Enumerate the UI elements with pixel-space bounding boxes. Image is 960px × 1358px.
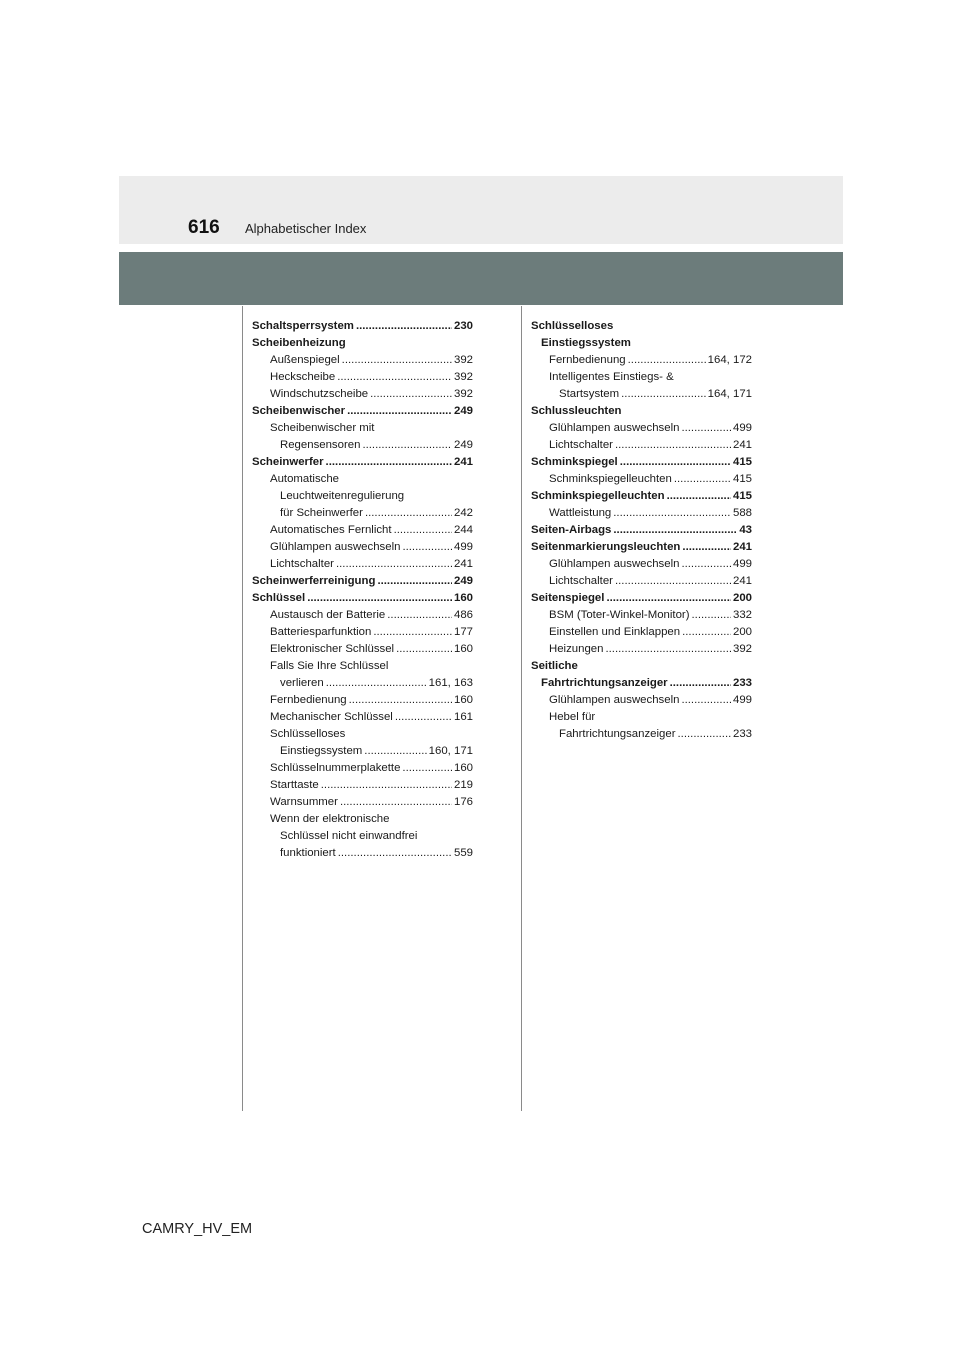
page-reference: 241 [732,439,752,451]
dot-leader [667,488,731,505]
index-entry [252,539,473,556]
index-column-1 [252,318,473,862]
entry-label: Lichtschalter [549,439,613,451]
dot-leader [682,624,731,641]
dot-leader [342,352,452,369]
entry-label: Intelligentes Einstiegs- & [549,371,674,383]
entry-label: Seitliche [531,660,578,672]
index-entry [531,556,752,573]
page-reference: 499 [732,422,752,434]
dot-leader [402,539,452,556]
index-entry [252,641,473,658]
entry-label: Scheinwerferreinigung [252,575,376,587]
page-reference: 176 [453,796,473,808]
entry-label: Schminkspiegelleuchten [531,490,665,502]
entry-label: Fernbedienung [270,694,347,706]
dot-leader [670,675,731,692]
dot-leader [682,539,731,556]
entry-label: Heckscheibe [270,371,336,383]
index-entry [252,471,473,488]
index-entry [252,777,473,794]
index-heading [531,590,752,607]
dot-leader [356,318,452,335]
dot-leader [606,590,731,607]
page-reference: 392 [453,371,473,383]
index-heading [252,454,473,471]
dot-leader [373,624,452,641]
index-entry [531,471,752,488]
dot-leader [364,743,426,760]
entry-label: Scheibenwischer mit [270,422,375,434]
index-entry [252,845,473,862]
dot-leader [377,573,452,590]
index-entry [531,420,752,437]
index-entry [531,726,752,743]
entry-label: Leuchtweitenregulierung [280,490,405,502]
index-entry [252,556,473,573]
entry-label: Lichtschalter [270,558,334,570]
dot-leader [621,386,706,403]
entry-label: Einstellen und Einklappen [549,626,681,638]
index-entry [252,794,473,811]
index-heading [531,335,752,352]
index-heading [531,403,752,420]
page-reference: 499 [453,541,473,553]
dot-leader [395,709,452,726]
dot-leader [307,590,452,607]
page-reference: 241 [453,456,473,468]
page-reference: 559 [453,847,473,859]
page-reference: 161 [453,711,473,723]
entry-label: Einstiegssystem [280,745,363,757]
page-reference: 249 [453,439,473,451]
footer-model-code: CAMRY_HV_EM [142,1221,253,1237]
page-reference: 499 [732,694,752,706]
page-reference: 161, 163 [428,677,473,689]
entry-label: Schlüssel nicht einwandfrei [280,830,418,842]
entry-label: für Scheinwerfer [280,507,363,519]
page-reference: 241 [453,558,473,570]
index-entry [531,573,752,590]
index-entry [531,692,752,709]
index-entry [252,505,473,522]
entry-label: Austausch der Batterie [270,609,386,621]
dot-leader [613,522,737,539]
index-entry [531,607,752,624]
page-reference: 164, 171 [707,388,752,400]
index-heading [531,675,752,692]
entry-label: Scheibenheizung [252,337,346,349]
index-entry [252,437,473,454]
index-entry [252,692,473,709]
index-entry [531,709,752,726]
page-reference: 392 [453,388,473,400]
dot-leader [628,352,706,369]
dot-leader [340,794,452,811]
entry-label: Elektronischer Schlüssel [270,643,395,655]
page-reference: 160 [453,694,473,706]
entry-label: Fernbedienung [549,354,626,366]
index-entry [531,641,752,658]
dot-leader [681,556,731,573]
index-heading [531,522,752,539]
index-entry [252,811,473,828]
index-entry [252,726,473,743]
entry-label: Glühlampen auswechseln [549,422,680,434]
page-reference: 415 [732,490,752,502]
index-entry [252,743,473,760]
entry-label: Scheibenwischer [252,405,346,417]
dot-leader [396,641,452,658]
section-title: Alphabetischer Index [245,221,367,236]
dot-leader [620,454,731,471]
entry-label: Falls Sie Ihre Schlüssel [270,660,389,672]
header-bar [119,252,843,305]
entry-label: Automatisches Fernlicht [270,524,392,536]
index-entry [531,437,752,454]
index-heading [252,573,473,590]
page-reference: 200 [732,626,752,638]
index-entry [531,386,752,403]
page-reference: 177 [453,626,473,638]
page-reference: 499 [732,558,752,570]
entry-label: Regensensoren [280,439,361,451]
index-heading [531,488,752,505]
dot-leader [681,692,731,709]
entry-label: Windschutzscheibe [270,388,369,400]
column-divider-left [242,306,243,1111]
entry-label: Automatische [270,473,340,485]
index-heading [252,403,473,420]
dot-leader [337,369,452,386]
page-reference: 392 [732,643,752,655]
page-reference: 219 [453,779,473,791]
entry-label: Außenspiegel [270,354,340,366]
page-reference: 392 [453,354,473,366]
page-reference: 242 [453,507,473,519]
index-entry [252,607,473,624]
page-reference: 249 [453,405,473,417]
page-reference: 415 [732,456,752,468]
page-reference: 588 [732,507,752,519]
index-heading [252,318,473,335]
dot-leader [326,675,427,692]
entry-label: Warnsummer [270,796,338,808]
entry-label: Heizungen [549,643,604,655]
index-heading [531,454,752,471]
index-entry [252,386,473,403]
entry-label: Schlüssel [252,592,306,604]
dot-leader [321,777,452,794]
index-entry [531,352,752,369]
entry-label: Schminkspiegelleuchten [549,473,672,485]
dot-leader [370,386,452,403]
page-reference: 43 [739,524,752,536]
entry-label: Schlussleuchten [531,405,622,417]
dot-leader [678,726,731,743]
index-entry [531,505,752,522]
entry-label: Glühlampen auswechseln [549,694,680,706]
dot-leader [387,607,452,624]
index-entry [252,522,473,539]
header-band [119,176,843,244]
dot-leader [681,420,731,437]
entry-label: Starttaste [270,779,319,791]
entry-label: Startsystem [559,388,620,400]
index-entry [252,760,473,777]
page-reference: 160 [453,762,473,774]
entry-label: Lichtschalter [549,575,613,587]
dot-leader [674,471,731,488]
entry-label: Hebel für [549,711,596,723]
index-entry [252,828,473,845]
entry-label: Schlüsselnummerplakette [270,762,401,774]
index-entry [252,624,473,641]
entry-label: Fahrtrichtungsanzeiger [559,728,676,740]
page-reference: 415 [732,473,752,485]
entry-label: Wenn der elektronische [270,813,390,825]
index-heading [531,318,752,335]
entry-label: Wattleistung [549,507,612,519]
index-column-2 [531,318,752,743]
index-entry [531,369,752,386]
dot-leader [605,641,731,658]
entry-label: Glühlampen auswechseln [270,541,401,553]
page-reference: 486 [453,609,473,621]
page-reference: 160 [453,592,473,604]
page-reference: 244 [453,524,473,536]
page-reference: 241 [732,541,752,553]
dot-leader [613,505,731,522]
page-reference: 233 [732,677,752,689]
dot-leader [394,522,452,539]
dot-leader [402,760,452,777]
index-entry [252,675,473,692]
dot-leader [349,692,452,709]
dot-leader [692,607,731,624]
page-reference: 241 [732,575,752,587]
index-heading [531,658,752,675]
dot-leader [347,403,452,420]
entry-label: Mechanischer Schlüssel [270,711,393,723]
page-reference: 200 [732,592,752,604]
entry-label: Seitenmarkierungsleuchten [531,541,681,553]
column-divider-middle [521,306,522,1111]
index-heading [252,335,473,352]
entry-label: funktioniert [280,847,336,859]
index-entry [252,658,473,675]
page-reference: 249 [453,575,473,587]
index-entry [531,624,752,641]
index-heading [252,590,473,607]
page-number: 616 [188,217,220,238]
dot-leader [615,573,731,590]
entry-label: Schaltsperrsystem [252,320,354,332]
entry-label: Einstiegssystem [541,337,631,349]
page-reference: 230 [453,320,473,332]
page-reference: 233 [732,728,752,740]
index-heading [531,539,752,556]
entry-label: Glühlampen auswechseln [549,558,680,570]
dot-leader [615,437,731,454]
entry-label: Seiten-Airbags [531,524,612,536]
entry-label: verlieren [280,677,324,689]
index-entry [252,420,473,437]
entry-label: Seitenspiegel [531,592,605,604]
entry-label: Fahrtrichtungsanzeiger [541,677,668,689]
entry-label: BSM (Toter-Winkel-Monitor) [549,609,690,621]
page-reference: 160, 171 [428,745,473,757]
entry-label: Batteriesparfunktion [270,626,372,638]
index-entry [252,352,473,369]
entry-label: Schminkspiegel [531,456,618,468]
page-reference: 160 [453,643,473,655]
dot-leader [338,845,452,862]
dot-leader [365,505,452,522]
page-reference: 332 [732,609,752,621]
entry-label: Schlüsselloses [531,320,614,332]
page-reference: 164, 172 [707,354,752,366]
entry-label: Scheinwerfer [252,456,324,468]
entry-label: Schlüsselloses [270,728,346,740]
dot-leader [336,556,452,573]
index-entry [252,709,473,726]
dot-leader [326,454,452,471]
dot-leader [362,437,452,454]
index-entry [252,369,473,386]
index-entry [252,488,473,505]
